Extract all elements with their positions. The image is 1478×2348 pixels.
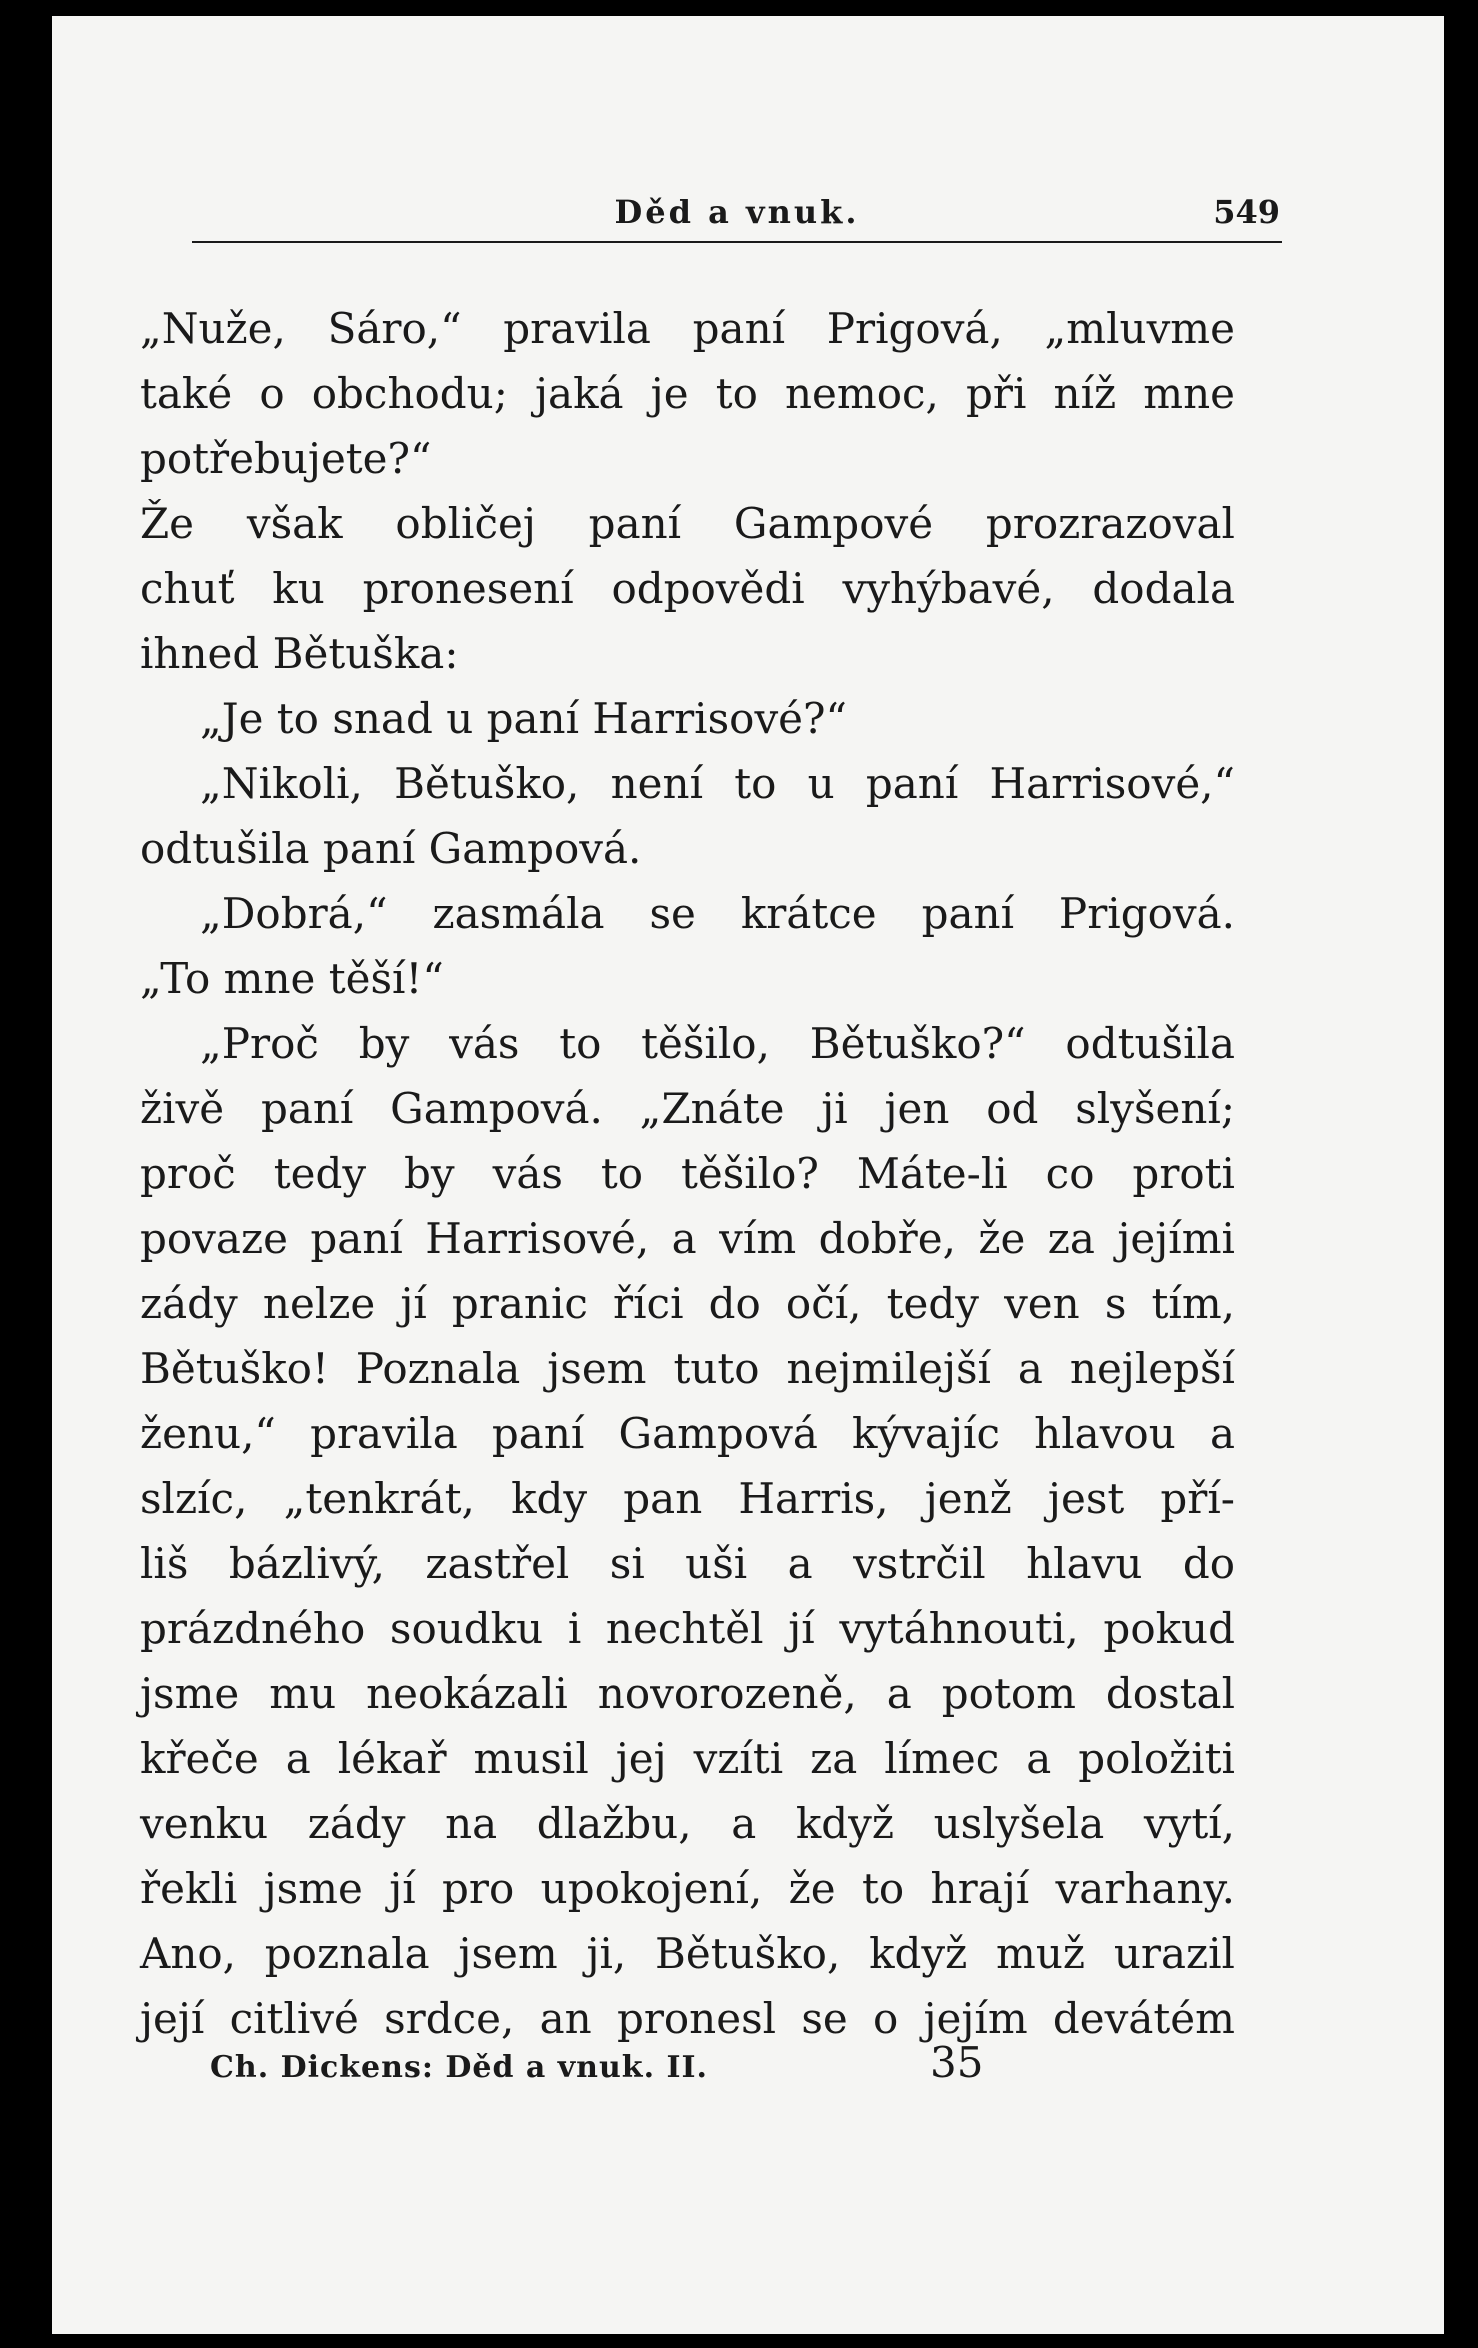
text-line: „Nikoli, Bětuško, není to u paní Harrisové,“ xyxy=(200,759,1235,808)
signature-mark: 35 xyxy=(930,2038,984,2087)
body-text xyxy=(140,296,1235,2051)
text-line: „Nuže, Sáro,“ pravila paní Prigová, „mluvme xyxy=(140,304,1235,353)
text-line: „Proč by vás to těšilo, Bětuško?“ odtušila xyxy=(200,1019,1235,1068)
text-line: řekli jsme jí pro upokojení, že to hrají varhany. xyxy=(140,1864,1235,1913)
text-line: odtušila paní Gampová. xyxy=(140,824,642,873)
text-line: liš bázlivý, zastřel si uši a vstrčil hlavu do xyxy=(140,1539,1235,1588)
text-line: živě paní Gampová. „Znáte ji jen od slyšení; xyxy=(140,1084,1235,1133)
text-line: „Dobrá,“ zasmála se krátce paní Prigová. xyxy=(200,889,1235,938)
text-line: „Je to snad u paní Harrisové?“ xyxy=(200,694,848,743)
text-line: zády nelze jí pranic říci do očí, tedy ven s tím, xyxy=(140,1279,1235,1328)
footer-imprint: Ch. Dickens: Děd a vnuk. II. xyxy=(210,2050,708,2085)
text-line: její citlivé srdce, an pronesl se o jejím devátém xyxy=(140,1994,1235,2043)
text-line: jsme mu neokázali novorozeně, a potom dostal xyxy=(140,1669,1235,1718)
text-line: křeče a lékař musil jej vzíti za límec a položiti xyxy=(140,1734,1235,1783)
page-number: 549 xyxy=(1213,193,1280,231)
text-line: povaze paní Harrisové, a vím dobře, že za jejími xyxy=(140,1214,1235,1263)
text-line: „To mne těší!“ xyxy=(140,954,444,1003)
text-line: proč tedy by vás to těšilo? Máte-li co proti xyxy=(140,1149,1235,1198)
text-line: ženu,“ pravila paní Gampová kývajíc hlavou a xyxy=(140,1409,1235,1458)
text-line: také o obchodu; jaká je to nemoc, při níž mne xyxy=(140,369,1235,418)
text-line: Ano, poznala jsem ji, Bětuško, když muž urazil xyxy=(140,1929,1235,1978)
text-line: slzíc, „tenkrát, kdy pan Harris, jenž jest pří- xyxy=(140,1474,1235,1523)
text-line: prázdného soudku i nechtěl jí vytáhnouti, pokud xyxy=(140,1604,1235,1653)
text-line: ihned Bětuška: xyxy=(140,629,459,678)
running-title: Děd a vnuk. xyxy=(614,193,860,231)
text-line: Bětuško! Poznala jsem tuto nejmilejší a nejlepší xyxy=(140,1344,1235,1393)
page-header xyxy=(192,181,1282,243)
text-line: potřebujete?“ xyxy=(140,434,432,483)
text-line: venku zády na dlažbu, a když uslyšela vytí, xyxy=(140,1799,1235,1848)
text-line: Že však obličej paní Gampové prozrazoval xyxy=(140,499,1235,548)
text-line: chuť ku pronesení odpovědi vyhýbavé, dodala xyxy=(140,564,1235,613)
